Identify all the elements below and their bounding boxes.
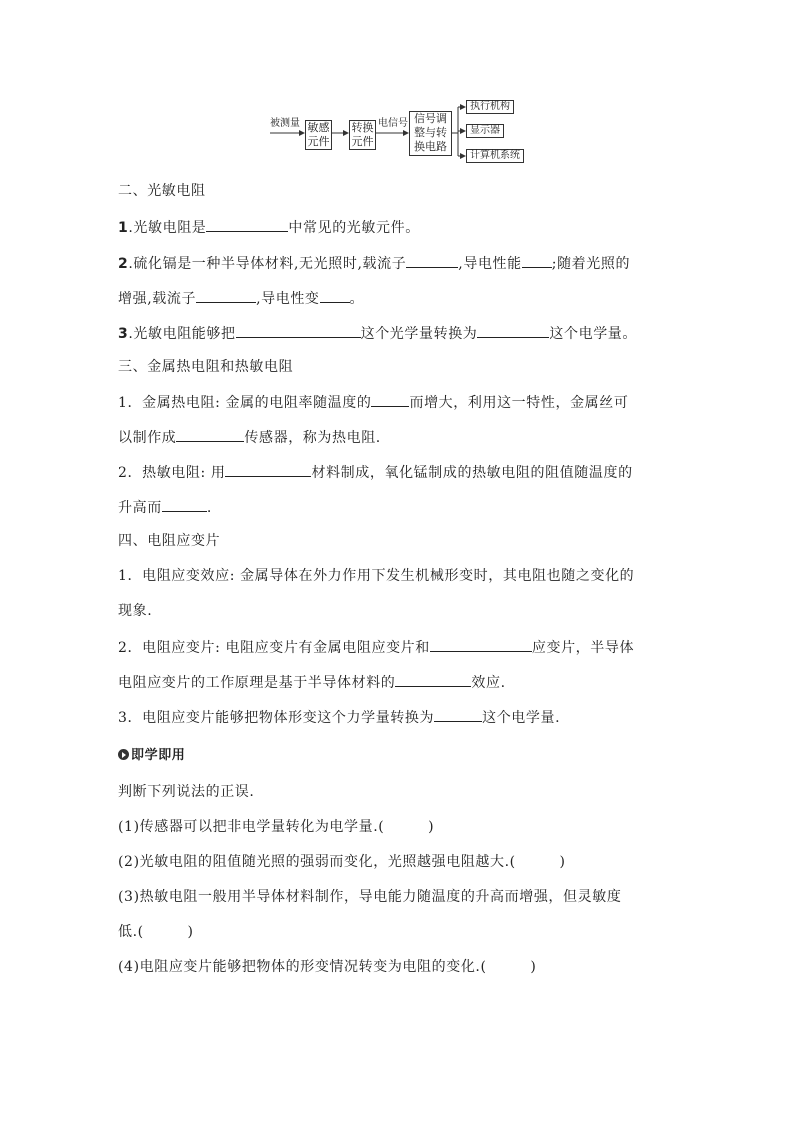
paragraph-3-1: 1．金属热电阻: 金属的电阻率随温度的 而增大，利用这一特性，金属丝可: [118, 392, 628, 412]
answer-blank[interactable]: [406, 253, 458, 268]
paragraph-4-2-cont: 电阻应变片的工作原理是基于半导体材料的 效应.: [118, 672, 506, 692]
answer-blank[interactable]: [522, 253, 552, 268]
practice-intro: 判断下列说法的正误.: [118, 784, 255, 800]
paragraph-4-3: 3．电阻应变片能够把物体形变这个力学量转换为 这个电学量.: [118, 707, 560, 727]
paragraph-2-2-cont: 增强,载流子 ,导电性变 。: [118, 288, 364, 308]
practice-tag: 即学即用: [118, 746, 185, 765]
answer-blank[interactable]: [371, 392, 409, 407]
section-heading-photoresistor: 二、光敏电阻: [118, 183, 206, 199]
question-2: (2)光敏电阻的阻值随光照的强弱而变化，光照越强电阻越大.( ): [118, 854, 566, 870]
output-computer-box: 计算机系统: [466, 149, 524, 163]
answer-blank[interactable]: [477, 323, 549, 338]
paragraph-2-3: 3.光敏电阻能够把 这个光学量转换为 这个电学量。: [118, 323, 637, 343]
answer-blank[interactable]: [196, 288, 256, 303]
answer-blank[interactable]: [206, 217, 288, 232]
output-display-box: 显示器: [466, 124, 504, 138]
conversion-element-box: 转换 元件: [349, 120, 376, 150]
answer-blank[interactable]: [395, 672, 471, 687]
answer-blank[interactable]: [176, 427, 244, 442]
answer-blank[interactable]: [430, 637, 532, 652]
paragraph-4-1-cont: 现象.: [118, 603, 153, 619]
sensing-element-box: 敏感 元件: [305, 120, 332, 150]
section-heading-thermistor: 三、金属热电阻和热敏电阻: [118, 359, 294, 375]
input-label: 被测量: [270, 118, 300, 129]
answer-blank[interactable]: [434, 707, 482, 722]
paragraph-3-2: 2．热敏电阻: 用 材料制成，氧化锰制成的热敏电阻的阻值随温度的: [118, 462, 633, 482]
signal-label: 电信号: [378, 118, 408, 129]
question-3: (3)热敏电阻一般用半导体材料制作，导电能力随温度的升高而增强，但灵敏度: [118, 889, 622, 905]
sensor-block-diagram: [266, 96, 536, 166]
paragraph-2-1: 1.光敏电阻是 中常见的光敏元件。: [118, 217, 420, 237]
question-3-cont: 低.( ): [118, 924, 194, 940]
paragraph-4-1: 1．电阻应变效应: 金属导体在外力作用下发生机械形变时，其电阻也随之变化的: [118, 568, 635, 584]
paragraph-2-2: 2.硫化镉是一种半导体材料,无光照时,载流子 ,导电性能 ;随着光照的: [118, 253, 630, 273]
paragraph-3-1-cont: 以制作成 传感器，称为热电阻.: [118, 427, 381, 447]
answer-blank[interactable]: [236, 323, 361, 338]
paragraph-3-2-cont: 升高而 .: [118, 497, 212, 517]
question-1: (1)传感器可以把非电学量转化为电学量.( ): [118, 819, 435, 835]
answer-blank[interactable]: [320, 288, 350, 303]
question-4: (4)电阻应变片能够把物体的形变情况转变为电阻的变化.( ): [118, 959, 537, 975]
signal-conditioning-box: 信号调 整与转 换电路: [409, 111, 452, 156]
play-circle-icon: [118, 749, 129, 760]
section-heading-strain-gauge: 四、电阻应变片: [118, 533, 221, 549]
answer-blank[interactable]: [162, 497, 207, 512]
output-actuator-box: 执行机构: [466, 100, 514, 114]
answer-blank[interactable]: [225, 462, 311, 477]
paragraph-4-2: 2．电阻应变片: 电阻应变片有金属电阻应变片和 应变片，半导体: [118, 637, 634, 657]
